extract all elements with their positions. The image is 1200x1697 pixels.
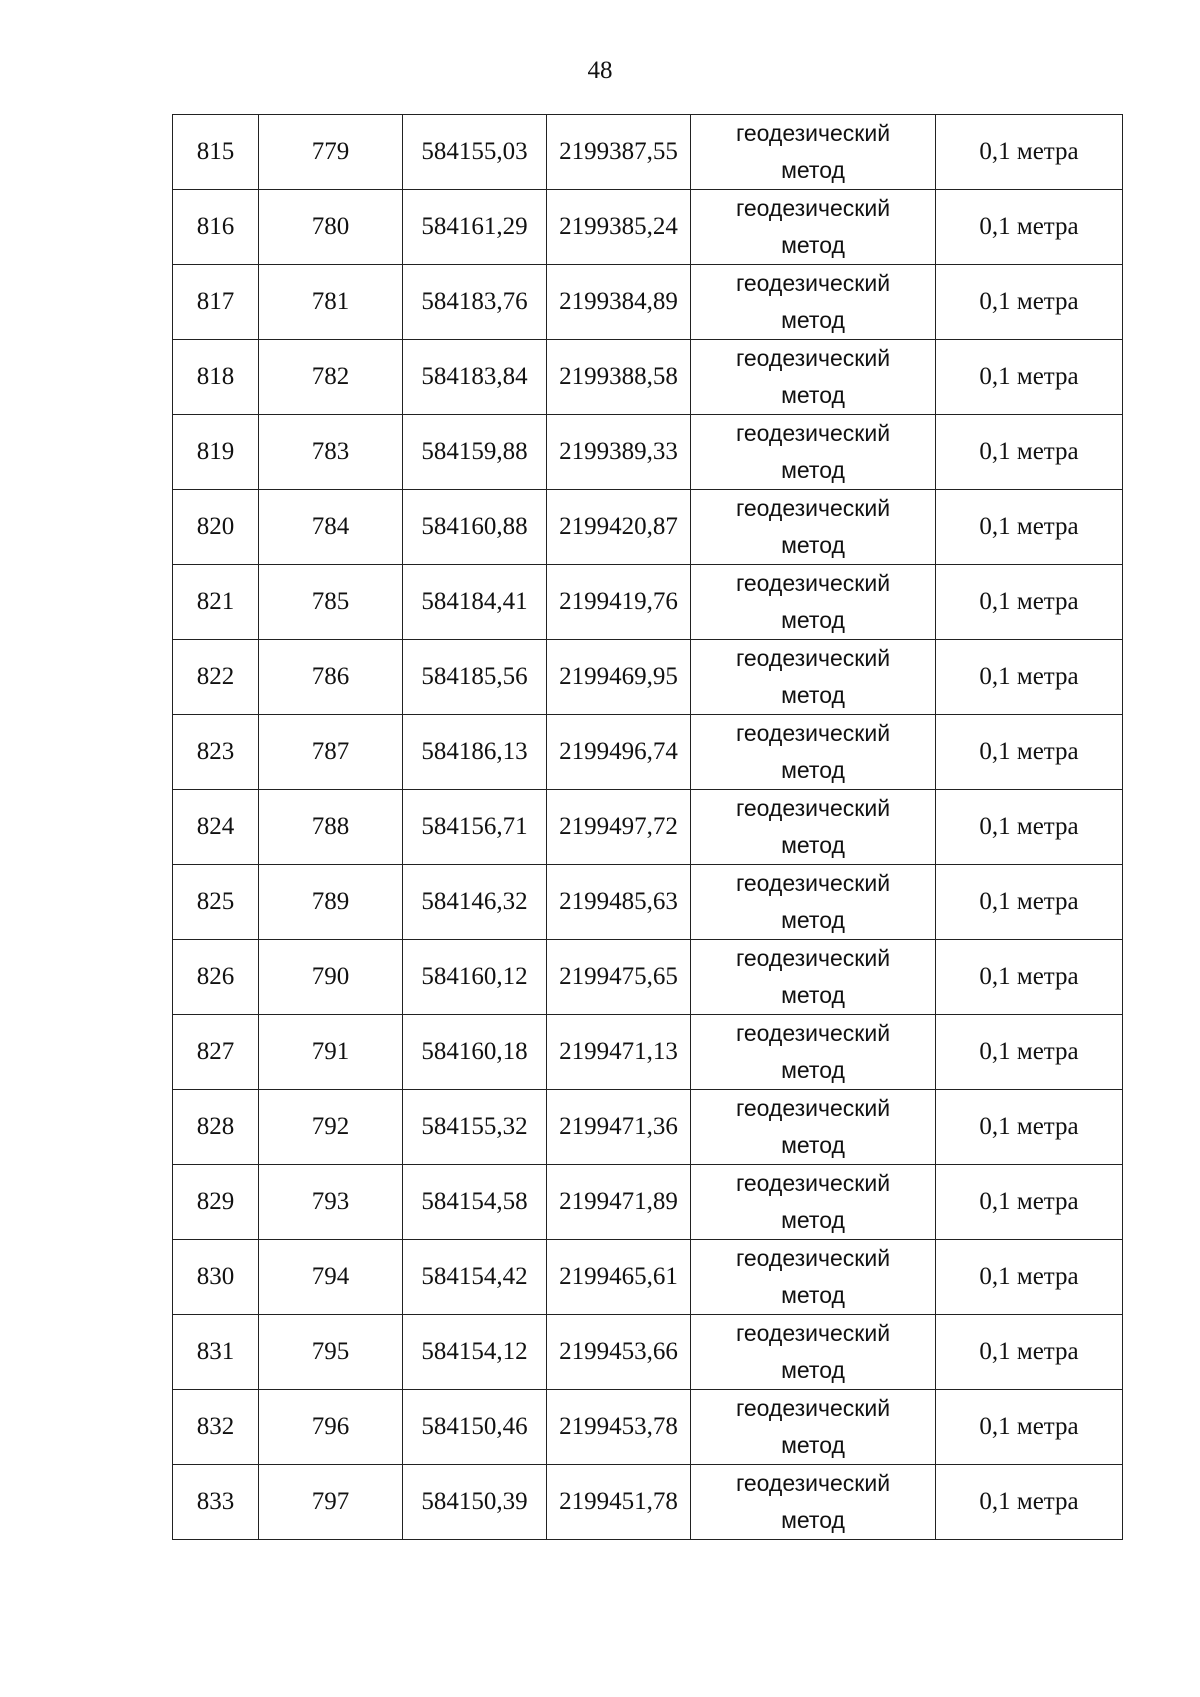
cell-accuracy: 0,1 метра — [936, 640, 1123, 715]
method-line-1: геодезический — [735, 570, 891, 596]
cell-row-number: 820 — [173, 490, 259, 565]
cell-row-number: 817 — [173, 265, 259, 340]
cell-x-coordinate: 584161,29 — [403, 190, 547, 265]
table-row — [173, 565, 1123, 640]
method-line-1: геодезический — [735, 195, 891, 221]
cell-method — [691, 565, 936, 640]
cell-accuracy: 0,1 метра — [936, 415, 1123, 490]
cell-accuracy: 0,1 метра — [936, 715, 1123, 790]
cell-y-coordinate: 2199496,74 — [547, 715, 691, 790]
cell-point-number: 784 — [259, 490, 403, 565]
cell-point-number: 789 — [259, 865, 403, 940]
cell-point-number: 795 — [259, 1315, 403, 1390]
cell-point-number: 787 — [259, 715, 403, 790]
cell-accuracy: 0,1 метра — [936, 1015, 1123, 1090]
cell-x-coordinate: 584154,58 — [403, 1165, 547, 1240]
cell-accuracy: 0,1 метра — [936, 940, 1123, 1015]
cell-method — [691, 640, 936, 715]
cell-x-coordinate: 584154,42 — [403, 1240, 547, 1315]
cell-method — [691, 1240, 936, 1315]
method-line-2: метод — [781, 307, 845, 333]
cell-accuracy: 0,1 метра — [936, 1465, 1123, 1540]
method-line-2: метод — [781, 1207, 845, 1233]
method-line-2: метод — [781, 1432, 845, 1458]
method-line-2: метод — [781, 532, 845, 558]
cell-y-coordinate: 2199389,33 — [547, 415, 691, 490]
method-line-2: метод — [781, 457, 845, 483]
cell-x-coordinate: 584155,03 — [403, 115, 547, 190]
cell-x-coordinate: 584160,12 — [403, 940, 547, 1015]
cell-y-coordinate: 2199469,95 — [547, 640, 691, 715]
cell-y-coordinate: 2199465,61 — [547, 1240, 691, 1315]
cell-x-coordinate: 584183,84 — [403, 340, 547, 415]
cell-accuracy: 0,1 метра — [936, 115, 1123, 190]
coordinates-table-body — [173, 115, 1123, 1540]
cell-point-number: 793 — [259, 1165, 403, 1240]
table-row — [173, 1390, 1123, 1465]
method-line-2: метод — [781, 1507, 845, 1533]
cell-x-coordinate: 584184,41 — [403, 565, 547, 640]
cell-x-coordinate: 584186,13 — [403, 715, 547, 790]
cell-point-number: 794 — [259, 1240, 403, 1315]
cell-row-number: 831 — [173, 1315, 259, 1390]
table-row — [173, 115, 1123, 190]
method-line-1: геодезический — [735, 1470, 891, 1496]
method-line-1: геодезический — [735, 420, 891, 446]
method-line-1: геодезический — [735, 870, 891, 896]
table-row — [173, 790, 1123, 865]
cell-y-coordinate: 2199387,55 — [547, 115, 691, 190]
table-row — [173, 1165, 1123, 1240]
cell-method — [691, 1015, 936, 1090]
method-line-2: метод — [781, 832, 845, 858]
method-line-1: геодезический — [735, 345, 891, 371]
cell-method — [691, 115, 936, 190]
cell-y-coordinate: 2199471,36 — [547, 1090, 691, 1165]
method-line-1: геодезический — [735, 645, 891, 671]
cell-method — [691, 940, 936, 1015]
cell-accuracy: 0,1 метра — [936, 340, 1123, 415]
cell-point-number: 790 — [259, 940, 403, 1015]
cell-x-coordinate: 584159,88 — [403, 415, 547, 490]
method-line-1: геодезический — [735, 945, 891, 971]
cell-point-number: 782 — [259, 340, 403, 415]
cell-y-coordinate: 2199420,87 — [547, 490, 691, 565]
cell-x-coordinate: 584150,46 — [403, 1390, 547, 1465]
method-line-2: метод — [781, 982, 845, 1008]
cell-row-number: 827 — [173, 1015, 259, 1090]
table-row — [173, 1315, 1123, 1390]
cell-row-number: 823 — [173, 715, 259, 790]
cell-point-number: 796 — [259, 1390, 403, 1465]
cell-row-number: 824 — [173, 790, 259, 865]
table-row — [173, 1240, 1123, 1315]
cell-method — [691, 415, 936, 490]
cell-row-number: 832 — [173, 1390, 259, 1465]
cell-point-number: 788 — [259, 790, 403, 865]
method-line-1: геодезический — [735, 120, 891, 146]
cell-accuracy: 0,1 метра — [936, 790, 1123, 865]
method-line-1: геодезический — [735, 720, 891, 746]
cell-x-coordinate: 584185,56 — [403, 640, 547, 715]
cell-row-number: 816 — [173, 190, 259, 265]
method-line-1: геодезический — [735, 270, 891, 296]
cell-accuracy: 0,1 метра — [936, 565, 1123, 640]
cell-accuracy: 0,1 метра — [936, 490, 1123, 565]
cell-accuracy: 0,1 метра — [936, 190, 1123, 265]
method-line-2: метод — [781, 232, 845, 258]
cell-row-number: 833 — [173, 1465, 259, 1540]
cell-x-coordinate: 584146,32 — [403, 865, 547, 940]
cell-method — [691, 1390, 936, 1465]
method-line-1: геодезический — [735, 1170, 891, 1196]
cell-method — [691, 1315, 936, 1390]
cell-method — [691, 1465, 936, 1540]
cell-point-number: 779 — [259, 115, 403, 190]
cell-method — [691, 715, 936, 790]
method-line-2: метод — [781, 607, 845, 633]
method-line-1: геодезический — [735, 795, 891, 821]
cell-x-coordinate: 584155,32 — [403, 1090, 547, 1165]
cell-y-coordinate: 2199475,65 — [547, 940, 691, 1015]
cell-point-number: 785 — [259, 565, 403, 640]
cell-y-coordinate: 2199453,78 — [547, 1390, 691, 1465]
table-row — [173, 1090, 1123, 1165]
cell-y-coordinate: 2199497,72 — [547, 790, 691, 865]
cell-row-number: 828 — [173, 1090, 259, 1165]
coordinates-table — [172, 114, 1123, 1540]
cell-y-coordinate: 2199485,63 — [547, 865, 691, 940]
cell-method — [691, 1165, 936, 1240]
cell-y-coordinate: 2199388,58 — [547, 340, 691, 415]
cell-x-coordinate: 584160,18 — [403, 1015, 547, 1090]
cell-y-coordinate: 2199385,24 — [547, 190, 691, 265]
table-row — [173, 865, 1123, 940]
cell-accuracy: 0,1 метра — [936, 1390, 1123, 1465]
cell-accuracy: 0,1 метра — [936, 1315, 1123, 1390]
table-row — [173, 715, 1123, 790]
cell-y-coordinate: 2199471,13 — [547, 1015, 691, 1090]
cell-point-number: 792 — [259, 1090, 403, 1165]
table-row — [173, 265, 1123, 340]
method-line-2: метод — [781, 682, 845, 708]
method-line-1: геодезический — [735, 1395, 891, 1421]
method-line-1: геодезический — [735, 1320, 891, 1346]
cell-row-number: 825 — [173, 865, 259, 940]
table-row — [173, 415, 1123, 490]
cell-method — [691, 1090, 936, 1165]
cell-point-number: 781 — [259, 265, 403, 340]
table-row — [173, 1015, 1123, 1090]
cell-row-number: 826 — [173, 940, 259, 1015]
cell-y-coordinate: 2199419,76 — [547, 565, 691, 640]
cell-method — [691, 790, 936, 865]
cell-method — [691, 865, 936, 940]
cell-row-number: 830 — [173, 1240, 259, 1315]
method-line-1: геодезический — [735, 1020, 891, 1046]
method-line-1: геодезический — [735, 1095, 891, 1121]
method-line-2: метод — [781, 757, 845, 783]
cell-accuracy: 0,1 метра — [936, 1165, 1123, 1240]
cell-row-number: 821 — [173, 565, 259, 640]
cell-point-number: 780 — [259, 190, 403, 265]
cell-x-coordinate: 584183,76 — [403, 265, 547, 340]
method-line-2: метод — [781, 1282, 845, 1308]
cell-x-coordinate: 584154,12 — [403, 1315, 547, 1390]
cell-method — [691, 265, 936, 340]
cell-accuracy: 0,1 метра — [936, 865, 1123, 940]
method-line-2: метод — [781, 157, 845, 183]
cell-y-coordinate: 2199384,89 — [547, 265, 691, 340]
cell-y-coordinate: 2199471,89 — [547, 1165, 691, 1240]
cell-accuracy: 0,1 метра — [936, 265, 1123, 340]
method-line-1: геодезический — [735, 1245, 891, 1271]
method-line-2: метод — [781, 1132, 845, 1158]
cell-row-number: 819 — [173, 415, 259, 490]
cell-x-coordinate: 584160,88 — [403, 490, 547, 565]
cell-y-coordinate: 2199453,66 — [547, 1315, 691, 1390]
cell-x-coordinate: 584156,71 — [403, 790, 547, 865]
table-row — [173, 340, 1123, 415]
table-row — [173, 1465, 1123, 1540]
method-line-2: метод — [781, 1057, 845, 1083]
method-line-2: метод — [781, 1357, 845, 1383]
cell-row-number: 829 — [173, 1165, 259, 1240]
table-row — [173, 490, 1123, 565]
cell-accuracy: 0,1 метра — [936, 1240, 1123, 1315]
cell-x-coordinate: 584150,39 — [403, 1465, 547, 1540]
table-row — [173, 190, 1123, 265]
cell-method — [691, 490, 936, 565]
cell-row-number: 818 — [173, 340, 259, 415]
table-row — [173, 940, 1123, 1015]
method-line-2: метод — [781, 382, 845, 408]
method-line-2: метод — [781, 907, 845, 933]
table-row — [173, 640, 1123, 715]
method-line-1: геодезический — [735, 495, 891, 521]
cell-method — [691, 340, 936, 415]
cell-method — [691, 190, 936, 265]
cell-row-number: 815 — [173, 115, 259, 190]
page-number: 48 — [587, 57, 613, 84]
cell-accuracy: 0,1 метра — [936, 1090, 1123, 1165]
cell-point-number: 786 — [259, 640, 403, 715]
cell-point-number: 791 — [259, 1015, 403, 1090]
cell-y-coordinate: 2199451,78 — [547, 1465, 691, 1540]
cell-point-number: 783 — [259, 415, 403, 490]
cell-row-number: 822 — [173, 640, 259, 715]
cell-point-number: 797 — [259, 1465, 403, 1540]
